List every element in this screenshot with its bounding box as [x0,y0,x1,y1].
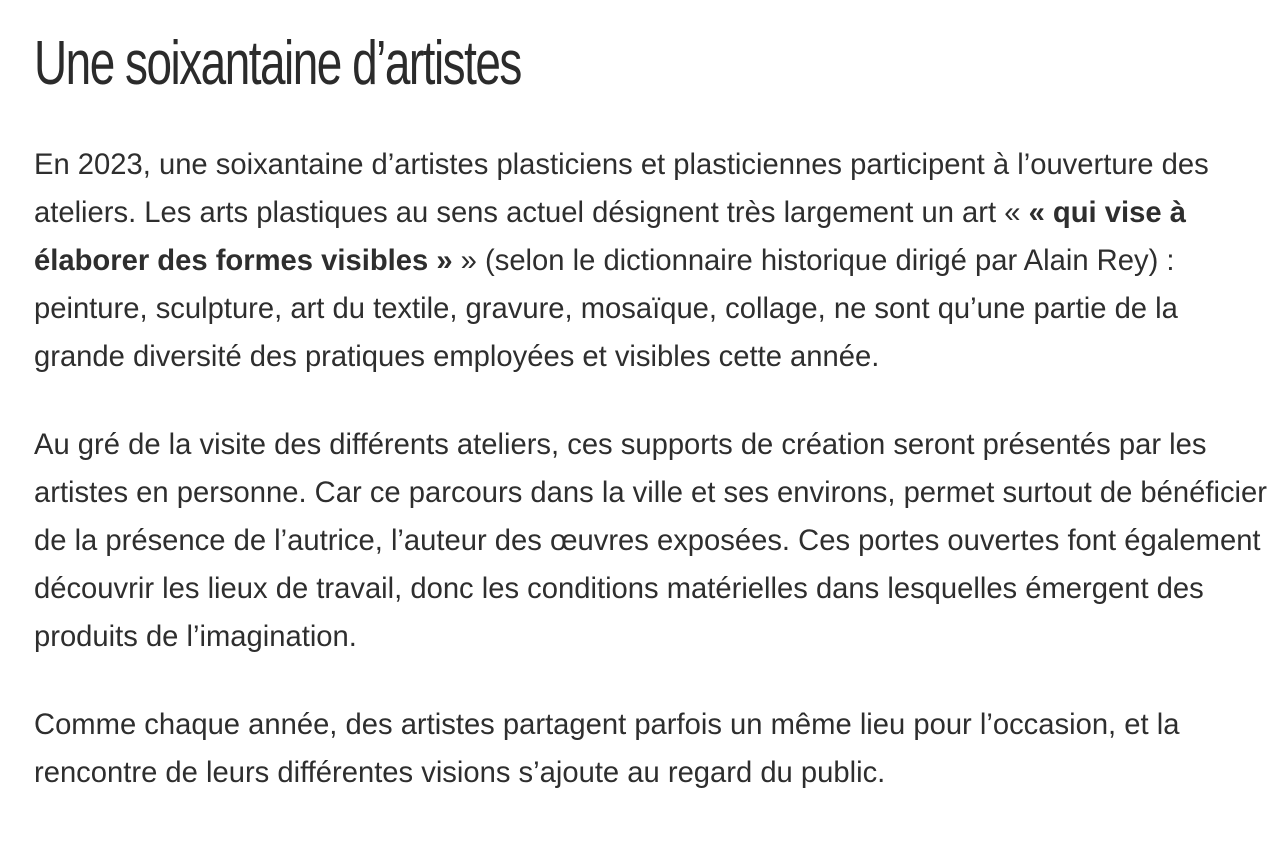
paragraph-intro [34,141,1274,381]
paragraph-visit: Au gré de la visite des différents ateliers, ces supports de création seront présentés par les artistes en personne. Car ce parcours dans la ville et ses environs, permet surtout de bénéficier de la présence de l’autrice, l’auteur des œuvres exposées. Ces portes ouvertes font également découvrir les lieux de travail, donc les conditions matérielles dans lesquelles émergent des produits de l’imagination. [34,429,1267,653]
paragraph-intro-text-after: » (selon le dictionnaire historique dirigé par Alain Rey) : peinture, sculpture, art du textile, gravure, mosaïque, collage, ne sont qu’une partie de la grande diversité des pratiques employées et visibles cette année. [34,245,1178,373]
paragraph-intro-text-before: En 2023, une soixantaine d’artistes plasticiens et plasticiennes participent à l’ouverture des ateliers. Les arts plastiques au sens actuel désignent très largement un art « [34,149,1209,229]
page-title: Une soixantaine d’artistes [34,29,521,98]
bold-quote: « qui vise à élaborer des formes visibles » [34,197,1186,277]
article [34,0,1274,797]
paragraph-shared-places: Comme chaque année, des artistes partagent parfois un même lieu pour l’occasion, et la rencontre de leurs différentes visions s’ajoute au regard du public. [34,709,1180,789]
